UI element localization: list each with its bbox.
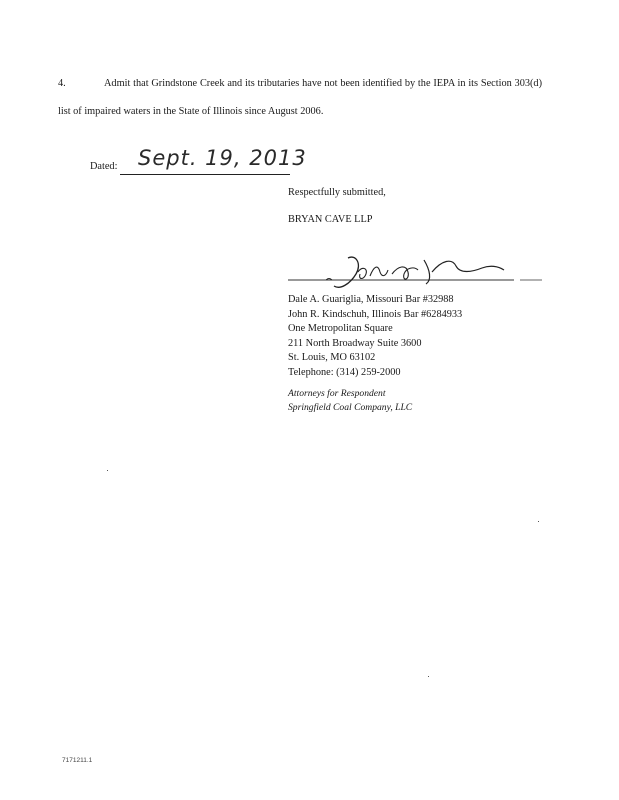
document-footer-code: 7171211.1 [62, 757, 93, 764]
dated-line [90, 146, 310, 180]
counsel-line: 211 North Broadway Suite 3600 [288, 337, 422, 349]
signature [282, 250, 562, 296]
counsel-line: One Metropolitan Square [288, 323, 393, 334]
paragraph-4 [58, 70, 542, 126]
counsel-line: Telephone: (314) 259-2000 [288, 366, 401, 378]
date-underline [120, 174, 290, 175]
signature-graphic [282, 250, 562, 296]
counsel-block [288, 293, 462, 380]
respectfully-submitted: Respectfully submitted, [288, 187, 386, 198]
counsel-line: Dale A. Guariglia, Missouri Bar #32988 [288, 294, 454, 305]
counsel-line: John R. Kindschuh, Illinois Bar #6284933 [288, 308, 463, 320]
attorneys-for-block [288, 387, 412, 414]
scan-speck [428, 676, 429, 677]
counsel-line: St. Louis, MO 63102 [288, 352, 376, 363]
scan-speck [538, 521, 539, 522]
handwritten-date: Sept. 19, 2013 [138, 146, 307, 170]
scan-speck [107, 470, 108, 471]
dated-label: Dated: [90, 161, 118, 172]
paragraph-number: 4. [58, 78, 66, 89]
attorneys-for-line: Attorneys for Respondent [288, 388, 386, 399]
paragraph-text: Admit that Grindstone Creek and its tributaries have not been identified by the IEPA in its Section 303(d) list of impaired waters in the State of Illinois since August 2006. [58, 78, 542, 117]
firm-name: BRYAN CAVE LLP [288, 214, 373, 225]
attorneys-for-line: Springfield Coal Company, LLC [288, 401, 413, 413]
